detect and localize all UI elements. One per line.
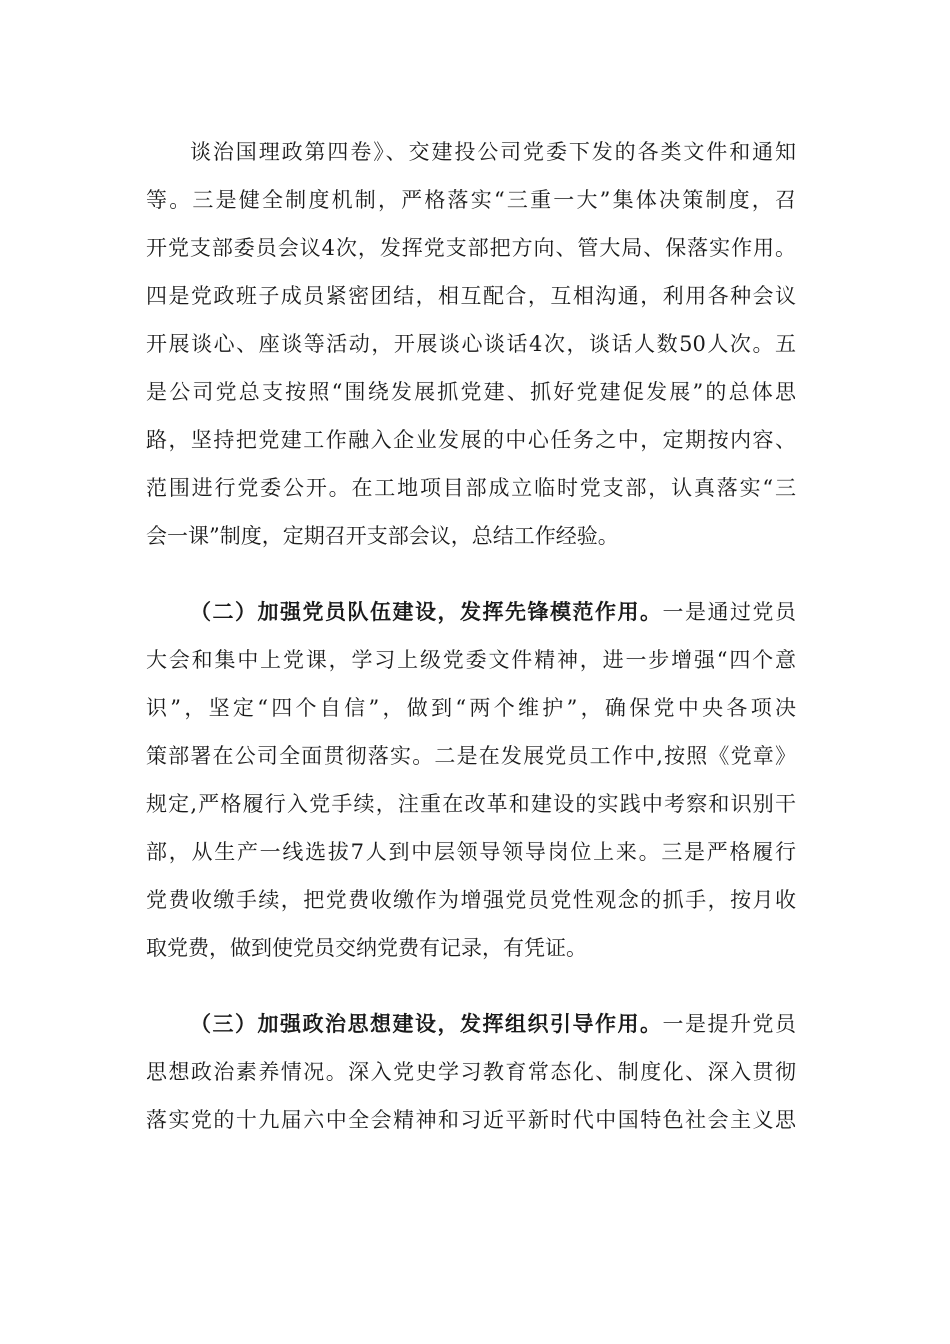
paragraph-line: 开展谈心、座谈等活动，开展谈心谈话4次，谈话人数50人次。五: [146, 332, 796, 356]
paragraph-first-line: [190, 1004, 796, 1044]
section-heading: （二）加强党员队伍建设，发挥先锋模范作用。: [190, 599, 663, 624]
paragraph-line: 范围进行党委公开。在工地项目部成立临时党支部，认真落实“三: [146, 476, 796, 500]
paragraph-line: 思想政治素养情况。深入党史学习教育常态化、制度化、深入贯彻: [146, 1060, 796, 1084]
paragraph-first-line: [190, 592, 796, 632]
paragraph-line: 是公司党总支按照“围绕发展抓党建、抓好党建促发展”的总体思: [146, 380, 796, 404]
paragraph-line: 策部署在公司全面贯彻落实。二是在发展党员工作中,按照《党章》: [146, 744, 796, 768]
paragraph-line: 会一课”制度，定期召开支部会议，总结工作经验。: [146, 524, 619, 548]
paragraph-text: 一是通过党员: [662, 600, 796, 624]
paragraph-line: 谈治国理政第四卷》、交建投公司党委下发的各类文件和通知: [190, 140, 796, 164]
paragraph-text: 一是提升党员: [662, 1012, 796, 1036]
paragraph-line: 开党支部委员会议4次，发挥党支部把方向、管大局、保落实作用。: [146, 236, 796, 260]
paragraph-line: 识”，坚定“四个自信”，做到“两个维护”，确保党中央各项决: [146, 696, 796, 720]
paragraph-line: 取党费，做到使党员交纳党费有记录，有凭证。: [146, 936, 587, 960]
paragraph-line: 等。三是健全制度机制，严格落实“三重一大”集体决策制度，召: [146, 188, 796, 212]
paragraph-line: 部，从生产一线选拔7人到中层领导领导岗位上来。三是严格履行: [146, 840, 796, 864]
section-heading: （三）加强政治思想建设，发挥组织引导作用。: [190, 1011, 663, 1036]
paragraph-line: 规定,严格履行入党手续，注重在改革和建设的实践中考察和识别干: [146, 792, 796, 816]
paragraph-line: 四是党政班子成员紧密团结，相互配合，互相沟通，利用各种会议: [146, 284, 796, 308]
paragraph-line: 落实党的十九届六中全会精神和习近平新时代中国特色社会主义思: [146, 1108, 796, 1132]
paragraph-line: 路，坚持把党建工作融入企业发展的中心任务之中，定期按内容、: [146, 428, 796, 452]
paragraph-line: 大会和集中上党课，学习上级党委文件精神，进一步增强“四个意: [146, 648, 796, 672]
paragraph-line: 党费收缴手续，把党费收缴作为增强党员党性观念的抓手，按月收: [146, 888, 796, 912]
